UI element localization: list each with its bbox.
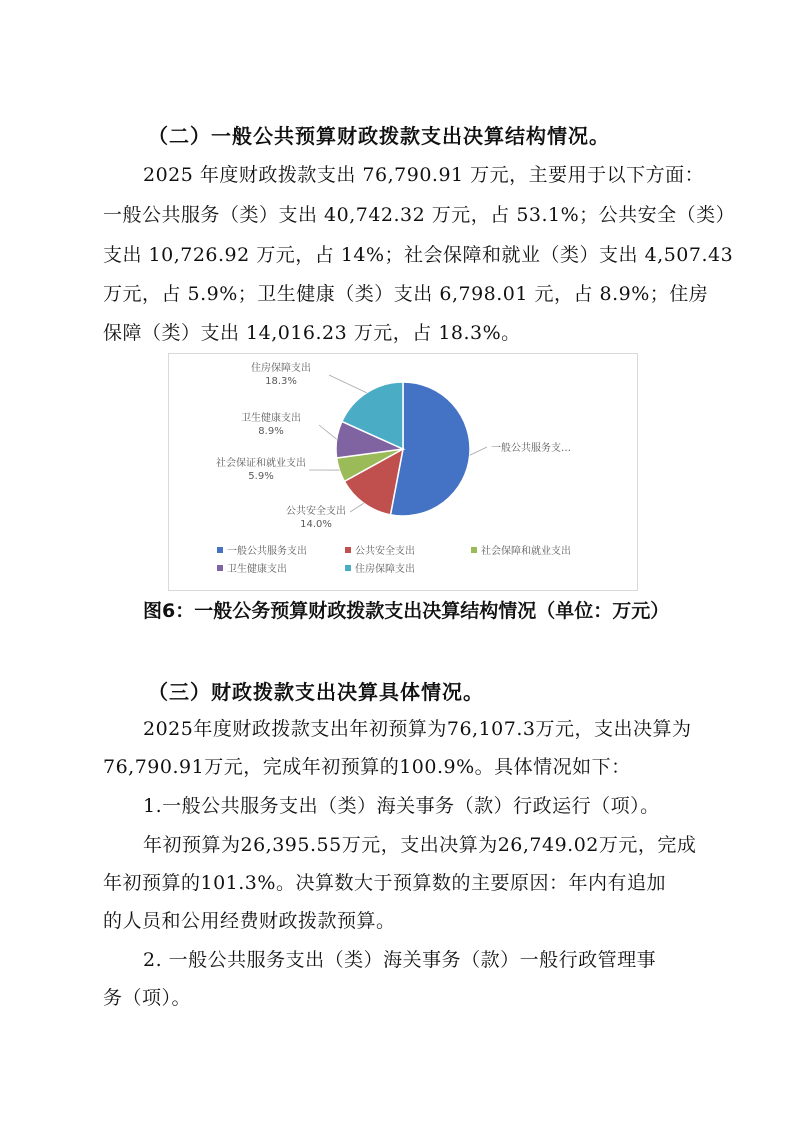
pie-chart bbox=[168, 353, 638, 591]
text-line: 万元，占 5.9%；卫生健康（类）支出 6,798.01 元，占 8.9%；住房 bbox=[103, 283, 709, 305]
data-label-percent: 18.3% bbox=[265, 376, 297, 387]
data-label-percent: 5.9% bbox=[248, 471, 274, 482]
data-label-name: 住房保障支出 bbox=[251, 363, 311, 374]
section-heading-structure: （二）一般公共预算财政拨款支出决算结构情况。 bbox=[148, 124, 610, 148]
legend-label: 卫生健康支出 bbox=[227, 564, 287, 575]
figure-caption: 图6：一般公务预算财政拨款支出决算结构情况（单位：万元） bbox=[143, 600, 670, 622]
leader-line bbox=[319, 425, 337, 439]
text-line: 76,790.91万元，完成年初预算的100.9%。具体情况如下： bbox=[103, 756, 631, 778]
text-line: 的人员和公用经费财政拨款预算。 bbox=[103, 910, 396, 932]
text-line: 2025 年度财政拨款支出 76,790.91 万元，主要用于以下方面： bbox=[143, 164, 705, 186]
leader-line bbox=[329, 375, 367, 393]
leader-line bbox=[350, 503, 364, 512]
text-line: 年初预算的101.3%。决算数大于预算数的主要原因：年内有追加 bbox=[103, 872, 666, 894]
text-line: 务（项）。 bbox=[103, 987, 192, 1009]
data-label-name: 社会保证和就业支出 bbox=[216, 458, 306, 469]
pie-chart-svg bbox=[169, 354, 637, 590]
legend-swatch bbox=[345, 547, 351, 553]
legend-swatch bbox=[217, 547, 223, 553]
legend-label: 住房保障支出 bbox=[355, 564, 415, 575]
section-heading-details: （三）财政拨款支出决算具体情况。 bbox=[148, 680, 484, 704]
data-label-name: 一般公共服务支… bbox=[491, 443, 571, 454]
data-label-percent: 8.9% bbox=[258, 426, 284, 437]
text-line: 保障（类）支出 14,016.23 万元，占 18.3%。 bbox=[103, 322, 521, 344]
legend-label: 社会保障和就业支出 bbox=[481, 546, 571, 557]
legend-label: 一般公共服务支出 bbox=[227, 546, 307, 557]
data-label-percent: 14.0% bbox=[300, 519, 332, 530]
data-label-name: 公共安全支出 bbox=[286, 506, 346, 517]
legend-label: 公共安全支出 bbox=[355, 546, 415, 557]
legend-swatch bbox=[217, 565, 223, 571]
text-line: 年初预算为26,395.55万元，支出决算为26,749.02万元，完成 bbox=[143, 834, 697, 856]
legend-swatch bbox=[345, 565, 351, 571]
leader-line bbox=[470, 447, 487, 455]
text-line: 一般公共服务（类）支出 40,742.32 万元，占 53.1%；公共安全（类） bbox=[103, 204, 736, 226]
text-line: 2. 一般公共服务支出（类）海关事务（款）一般行政管理事 bbox=[143, 949, 657, 971]
data-label-name: 卫生健康支出 bbox=[241, 413, 301, 424]
legend-swatch bbox=[471, 547, 477, 553]
text-line: 支出 10,726.92 万元，占 14%；社会保障和就业（类）支出 4,507.43 bbox=[103, 244, 734, 266]
text-line: 2025年度财政拨款支出年初预算为76,107.3万元，支出决算为 bbox=[143, 718, 692, 740]
item-1-title: 1.一般公共服务支出（类）海关事务（款）行政运行（项）。 bbox=[143, 795, 660, 817]
